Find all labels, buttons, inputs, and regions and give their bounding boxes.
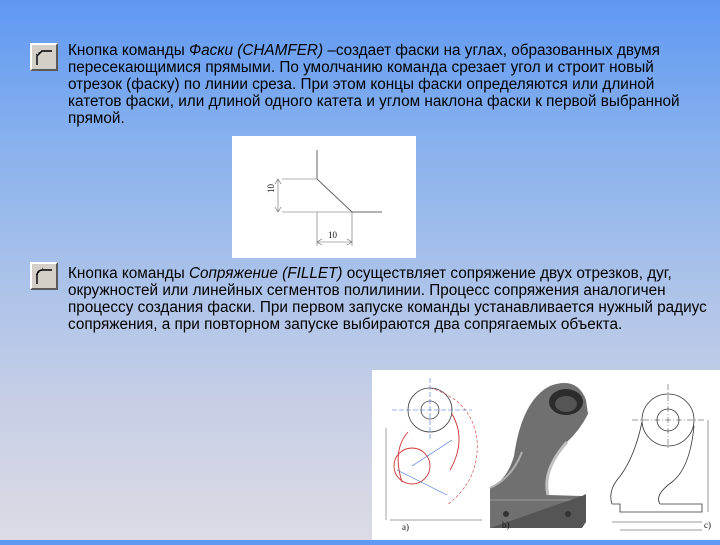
fillet-description xyxy=(68,265,708,333)
chamfer-drawing xyxy=(232,136,416,258)
engineering-drawing xyxy=(611,384,708,530)
chamfer-dim-vertical: 10 xyxy=(266,184,276,193)
fillet-command-name: Сопряжение (FILLET) xyxy=(188,265,343,282)
chamfer-command-name: Фаски (CHAMFER) xyxy=(188,42,324,59)
fillet-button[interactable] xyxy=(30,262,58,290)
fillet-text-before: Кнопка команды xyxy=(68,265,189,282)
figure-label-c: c) xyxy=(704,520,711,530)
chamfer-text-after: –создает фаски на углах, образованных двумя пересекающимися прямыми. По умолчанию команда срезает угол и строит новый отрезок (фаску) по линии среза. При этом концы фаски определяются или длиной катетов фаски, или длиной одного катета и углом наклона фаски к первой выбранной прямой. xyxy=(68,42,680,127)
chamfer-description xyxy=(68,42,708,127)
chamfer-figure xyxy=(232,136,416,258)
figure-label-a: a) xyxy=(402,522,409,532)
chamfer-text-before: Кнопка команды xyxy=(68,42,189,59)
part-render xyxy=(490,383,588,528)
fillet-drawing xyxy=(372,370,720,540)
chamfer-button[interactable] xyxy=(30,43,58,71)
figure-label-b: b) xyxy=(502,520,510,530)
fillet-figure xyxy=(372,370,720,540)
fillet-text-after: осуществляет сопряжение двух отрезков, дуг, окружностей или линейных сегментов полилинии. Процесс сопряжения аналогичен процессу создания фаски. При первом запуске команды устанавливается нужный радиус сопряжения, а при повторном запуске выбираются два сопрягаемых объекта. xyxy=(68,265,707,333)
construction-sketch xyxy=(386,378,482,520)
chamfer-dim-horizontal: 10 xyxy=(328,230,337,240)
